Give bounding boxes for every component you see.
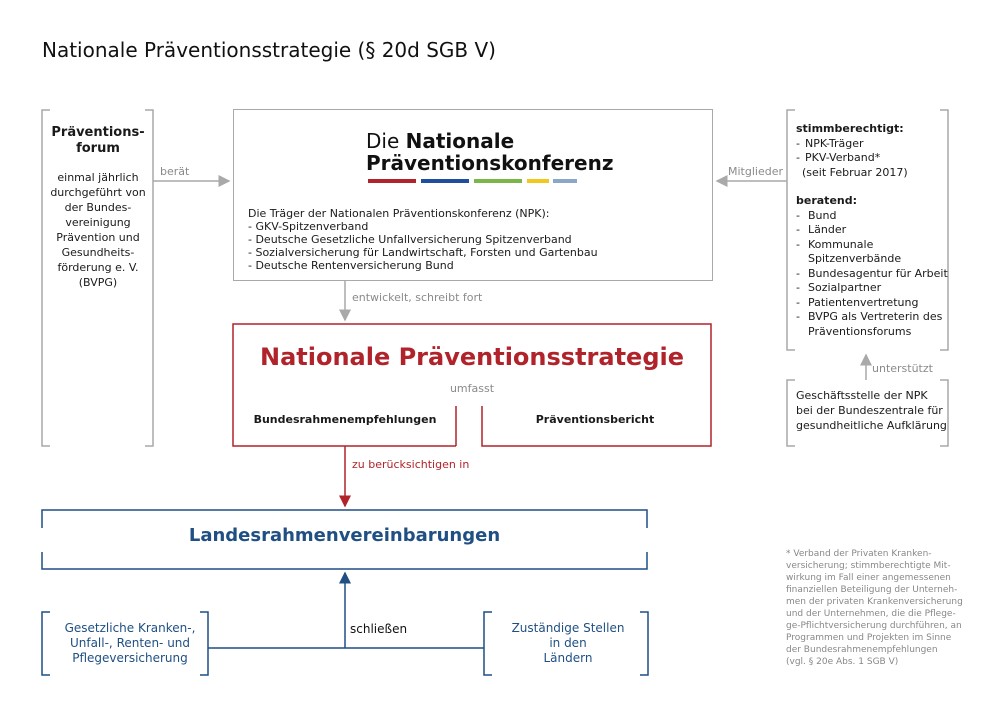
npk-member: - Sozialversicherung für Landwirtschaft, Forsten und Gartenbau xyxy=(248,246,598,259)
unterstuetzt-label: unterstützt xyxy=(872,362,933,375)
advisory-item: - BVPG als Vertreterin des Präventionsforums xyxy=(796,310,943,338)
advisory-item: - Länder xyxy=(796,223,847,236)
umfasst-label: umfasst xyxy=(449,382,495,395)
mitglieder-label: Mitglieder xyxy=(728,165,783,178)
voting-item-note: (seit Februar 2017) xyxy=(802,165,908,179)
npk-bar-red xyxy=(368,179,416,183)
npk-members-intro: Die Träger der Nationalen Präventionskonferenz (NPK): xyxy=(248,207,550,220)
voting-item: - PKV-Verband* xyxy=(796,151,881,164)
advisory-item: - Bund xyxy=(796,208,837,222)
npk-member: - Deutsche Rentenversicherung Bund xyxy=(248,259,454,272)
right-panel xyxy=(796,122,948,339)
npk-member: - GKV-Spitzenverband xyxy=(248,220,369,233)
office-text: Geschäftsstelle der NPK bei der Bundeszentrale für gesundheitliche Aufklärung xyxy=(796,389,947,432)
forum-title: Präventions- forum xyxy=(51,125,145,156)
strategy-part-bundesrahmenempfehlungen: Bundesrahmenempfehlungen xyxy=(253,413,437,426)
landes-title: Landesrahmenvereinbarungen xyxy=(188,525,501,546)
strategy-part-praeventionsbericht: Präventionsbericht xyxy=(535,413,655,426)
strategy-title: Nationale Präventionsstrategie xyxy=(259,343,685,371)
forum-description: einmal jährlich durchgeführt von der Bundes- vereinigung Prävention und Gesundheits- förderung e. V. (BVPG) xyxy=(50,171,146,289)
entwickelt-label: entwickelt, schreibt fort xyxy=(352,291,483,304)
npk-title xyxy=(366,130,613,174)
advisory-item: - Kommunale Spitzenverbände xyxy=(796,237,902,265)
npk-bar-green xyxy=(474,179,522,183)
page-title: Nationale Präventionsstrategie (§ 20d SGB V) xyxy=(42,38,496,62)
voting-item: - NPK-Träger xyxy=(796,136,864,150)
npk-bar-lightblue xyxy=(553,179,577,183)
beraet-label: berät xyxy=(160,165,190,178)
advisory-item: - Bundesagentur für Arbeit xyxy=(796,266,948,280)
npk-title-bold-2: Präventionskonferenz xyxy=(366,151,614,175)
npk-title-bold-1: Nationale xyxy=(405,129,515,153)
npk-member: - Deutsche Gesetzliche Unfallversicherung Spitzenverband xyxy=(248,233,572,246)
beruecksichtigen-label: zu berücksichtigen in xyxy=(352,458,470,471)
advisory-heading: beratend: xyxy=(796,194,858,207)
schliessen-label: schließen xyxy=(350,622,408,636)
npk-bar-yellow xyxy=(527,179,549,183)
npk-bar-blue xyxy=(421,179,469,183)
zs-text: Zuständige Stellen in den Ländern xyxy=(511,621,625,665)
npk-title-prefix: Die xyxy=(366,129,406,153)
npk-members xyxy=(248,207,598,272)
kv-text: Gesetzliche Kranken-, Unfall-, Renten- und Pflegeversicherung xyxy=(64,621,196,665)
footnote: * Verband der Privaten Kranken- versicherung; stimmberechtigte Mit- wirkung im Fall einer angemessenen finanziellen Beteiligung der Unterneh- men der privaten Krankenversicherung und der Unternehmen, die die Pflege- ge-Pflichtversicherung durchführen, an Programmen und Projekten im Sinne der Bundesrahmenempfehlungen (vgl. § 20e Abs. 1 SGB V) xyxy=(786,549,963,667)
advisory-item: - Patientenvertretung xyxy=(796,295,919,309)
advisory-item: - Sozialpartner xyxy=(796,281,882,294)
voting-heading: stimmberechtigt: xyxy=(796,122,904,135)
